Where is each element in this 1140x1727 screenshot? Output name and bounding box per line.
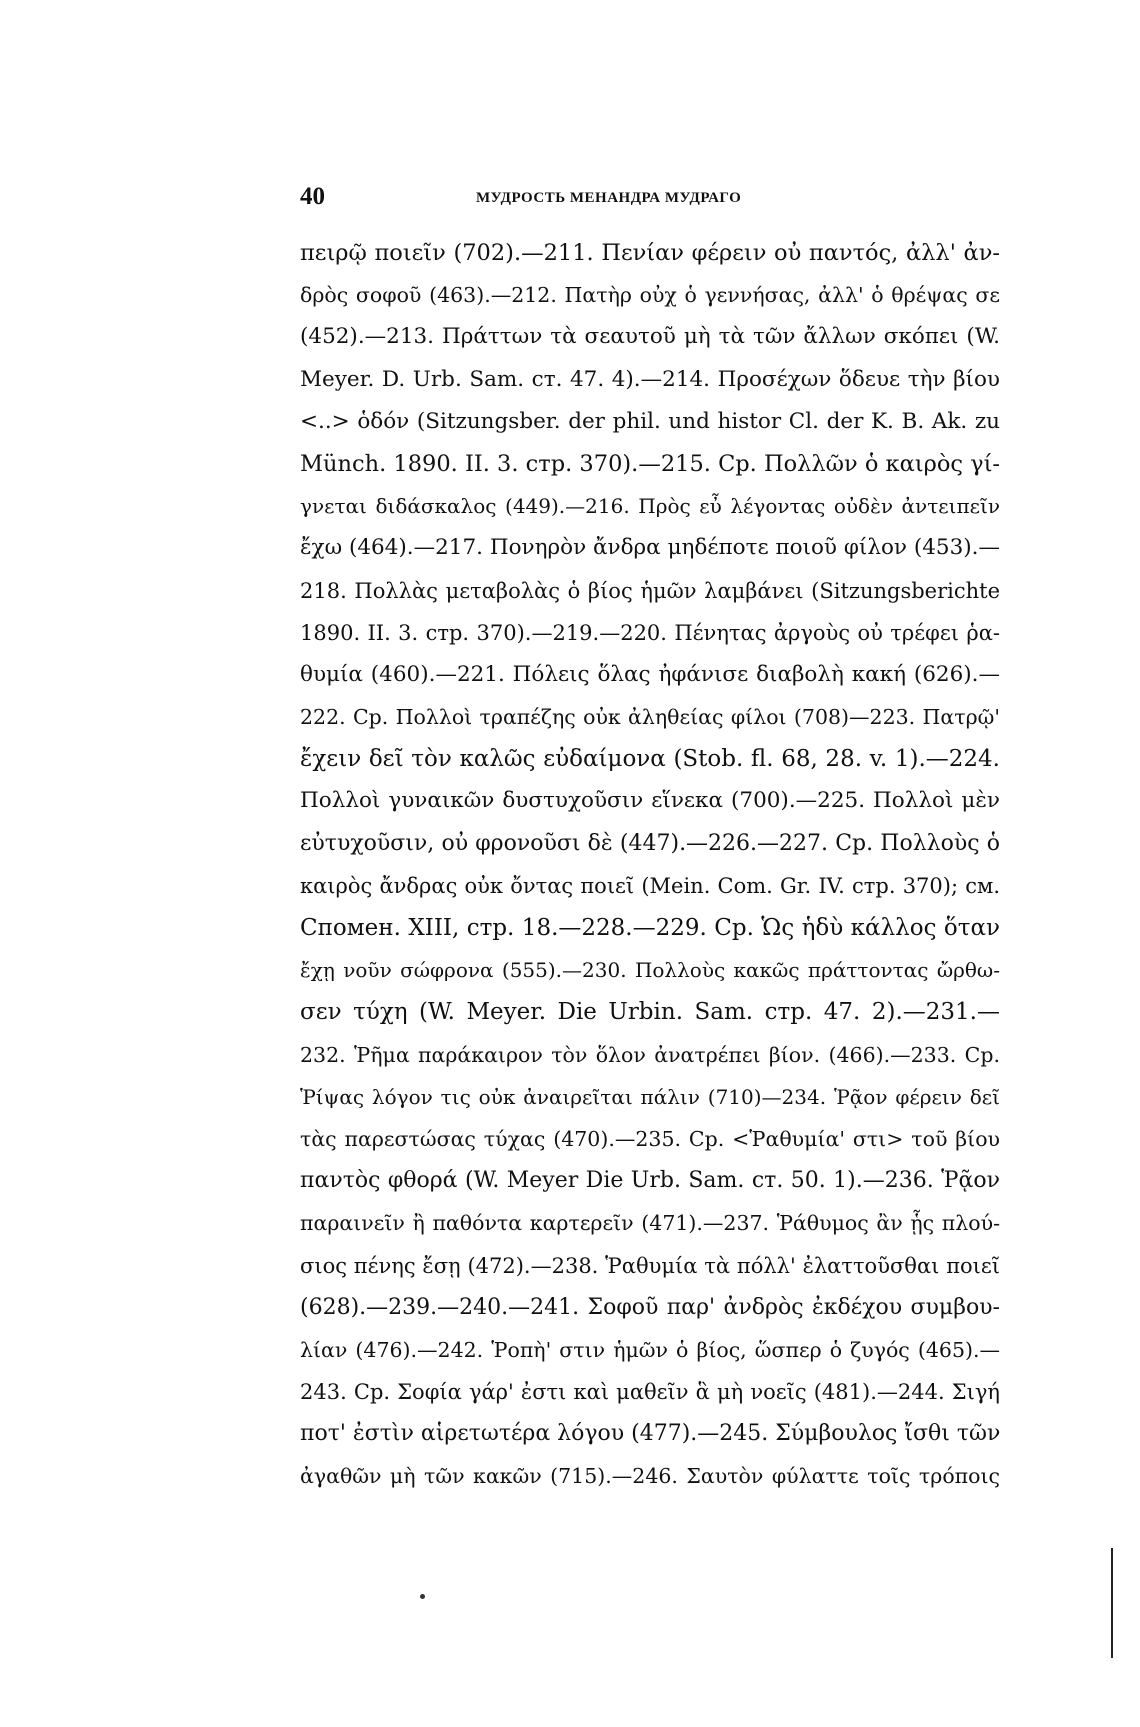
text-line: <..> ὁδόν (Sitzungsber. der phil. und histor Cl. der K. B. Ak. zu <box>300 408 1000 434</box>
text-line: καιρὸς ἄνδρας οὐκ ὄντας ποιεῖ (Mein. Com. Gr. IV. стр. 370); см. <box>300 873 1000 898</box>
page-header <box>300 183 980 223</box>
ink-speck <box>420 1594 425 1599</box>
text-line: 243. Ср. Σοφία γάρ' ἐστι καὶ μαθεῖν ἃ μὴ νοεῖς (481).—244. Σιγή <box>300 1380 1000 1405</box>
margin-rule <box>1111 1548 1113 1658</box>
text-line: σεν τύχη (W. Meyer. Die Urbin. Sam. стр. 47. 2).—231.— <box>300 999 1000 1026</box>
text-line: ἔχω (464).—217. Πονηρὸν ἄνδρα μηδέποτε ποιοῦ φίλον (453).— <box>300 535 1000 561</box>
text-line: 1890. II. 3. стр. 370).—219.—220. Πένητας ἀργοὺς οὐ τρέφει ῥα- <box>300 620 1000 645</box>
text-line: 232. Ῥῆμα παράκαιρον τὸν ὅλον ἀνατρέπει βίον. (466).—233. Ср. <box>300 1042 1000 1067</box>
text-line: παντὸς φθορά (W. Meyer Die Urb. Sam. ст. 50. 1).—236. Ῥᾷον <box>300 1168 1000 1194</box>
text-line: θυμία (460).—221. Πόλεις ὅλας ἠφάνισε διαβολὴ κακή (626).— <box>300 661 1000 687</box>
text-line: παραινεῖν ἢ παθόντα καρτερεῖν (471).—237. Ῥάθυμος ἂν ᾗς πλού- <box>300 1211 1000 1236</box>
running-title: МУДРОСТЬ МЕНАНДРА МУДРАГО <box>476 190 742 206</box>
text-line: σιος πένης ἔσῃ (472).—238. Ῥαθυμία τὰ πόλλ' ἐλαττοῦσθαι ποιεῖ <box>300 1253 1000 1278</box>
text-line: ἔχῃ νοῦν σώφρονα (555).—230. Πολλοὺς κακῶς πράττοντας ὤρθω- <box>300 958 1000 983</box>
text-line: εὐτυχοῦσιν, οὐ φρονοῦσι δὲ (447).—226.—227. Ср. Πολλοὺς ὁ <box>300 830 1000 856</box>
text-line: λίαν (476).—242. Ῥοπὴ' στιν ἡμῶν ὁ βίος, ὥσπερ ὁ ζυγός (465).— <box>300 1337 1000 1362</box>
text-line: 218. Πολλὰς μεταβολὰς ὁ βίος ἡμῶν λαμβάνει (Sitzungsberichte <box>300 578 1000 603</box>
text-line: Спомен. XIII, стр. 18.—228.—229. Ср. Ὡς ἡδὺ κάλλος ὅταν <box>300 915 1000 941</box>
text-line: ἔχειν δεῖ τὸν καλῶς εὐδαίμονα (Stob. fl. 68, 28. v. 1).—224. <box>300 746 1000 773</box>
page-number: 40 <box>300 183 325 210</box>
text-line: γνεται διδάσκαλος (449).—216. Πρὸς εὖ λέγοντας οὐδὲν ἀντειπεῖν <box>300 494 1000 519</box>
text-line: Münch. 1890. II. 3. стр. 370).—215. Ср. Πολλῶν ὁ καιρὸς γί- <box>300 450 1000 477</box>
body-text <box>300 232 1000 1498</box>
text-line: 222. Ср. Πολλοὶ τραπέζης οὐκ ἀληθείας φίλοι (708)—223. Πατρῷ' <box>300 705 1000 730</box>
text-line: Ῥίψας λόγον τις οὐκ ἀναιρεῖται πάλιν (710)—234. Ῥᾷον φέρειν δεῖ <box>300 1084 1000 1109</box>
text-line: Meyer. D. Urb. Sam. ст. 47. 4).—214. Προσέχων ὅδευε τὴν βίου <box>300 366 1000 392</box>
text-line: ποτ' ἐστὶν αἱρετωτέρα λόγου (477).—245. Σύμβουλος ἴσθι τῶν <box>300 1421 1000 1447</box>
text-line: δρὸς σοφοῦ (463).—212. Πατὴρ οὐχ ὁ γεννήσας, ἀλλ' ὁ θρέψας σε <box>300 283 1000 308</box>
text-line: Πολλοὶ γυναικῶν δυστυχοῦσιν εἵνεκα (700).—225. Πολλοὶ μὲν <box>300 788 1000 814</box>
text-line: (628).—239.—240.—241. Σοφοῦ παρ' ἀνδρὸς ἐκδέχου συμβου- <box>300 1294 1000 1320</box>
text-line: τὰς παρεστώσας τύχας (470).—235. Ср. <Ῥαθυμία' στι> τοῦ βίου <box>300 1126 1000 1151</box>
text-line: πειρῷ ποιεῖν (702).—211. Πενίαν φέρειν οὐ παντός, ἀλλ' ἀν- <box>300 240 1000 266</box>
text-line: (452).—213. Πράττων τὰ σεαυτοῦ μὴ τὰ τῶν ἄλλων σκόπει (W. <box>300 324 1000 350</box>
text-line: ἀγαθῶν μὴ τῶν κακῶν (715).—246. Σαυτὸν φύλαττε τοῖς τρόποις <box>300 1464 1000 1489</box>
